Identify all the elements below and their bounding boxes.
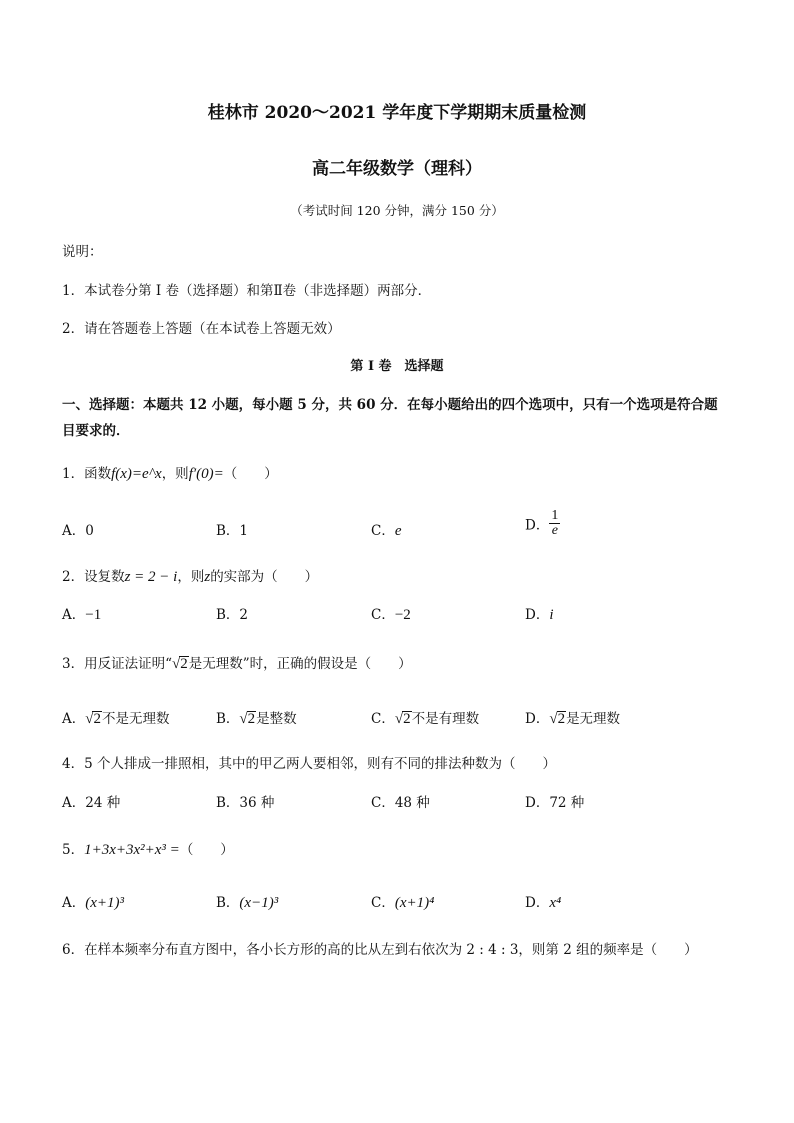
exam-title: 桂林市 2020～2021 学年度下学期期末质量检测 bbox=[207, 103, 587, 123]
question-6-stem: 6．在样本频率分布直方图中，各小长方形的高的比从左到右依次为 2 : 4 : 3，则第 2 组的频率是（ ） bbox=[62, 942, 698, 958]
q1-option-c: C．e bbox=[371, 523, 402, 539]
q2-option-c: C．−2 bbox=[371, 607, 411, 623]
q1-mid: ，则 bbox=[161, 466, 189, 482]
sqrt-symbol: √ bbox=[172, 656, 181, 672]
q3-option-c: C．√2不是有理数 bbox=[371, 711, 480, 727]
q5-option-b: B．(x−1)³ bbox=[216, 895, 279, 911]
q5-math: 1+3x+3x²+x³ = bbox=[84, 842, 180, 858]
part-one-intro-cont: 目要求的． bbox=[62, 423, 130, 439]
q4-option-d: D．72 种 bbox=[525, 795, 585, 811]
q5-option-d: D．x⁴ bbox=[525, 895, 562, 911]
instruction-item: 1．本试卷分第 I 卷（选择题）和第Ⅱ卷（非选择题）两部分． bbox=[62, 283, 432, 299]
q1-option-a: A．0 bbox=[62, 523, 94, 539]
q1-option-d: D． $\frac{1}{e}$ bbox=[525, 508, 559, 538]
q4-option-c: C．48 种 bbox=[371, 795, 430, 811]
q1-option-c-math: e bbox=[394, 523, 402, 539]
q2-option-a: A．−1 bbox=[62, 607, 102, 623]
question-3-stem: 3．用反证法证明“√2是无理数”时，正确的假设是（ ） bbox=[62, 656, 412, 672]
instructions-heading: 说明： bbox=[62, 244, 103, 260]
q1-math2: f′(0)= bbox=[188, 466, 224, 482]
question-1-stem bbox=[62, 462, 278, 483]
question-5-stem: 5．1+3x+3x²+x³ =（ ） bbox=[62, 842, 234, 858]
q4-option-a: A．24 种 bbox=[62, 795, 121, 811]
q1-option-b: B．1 bbox=[216, 523, 249, 539]
q2-math: z = 2 − i bbox=[124, 569, 178, 585]
question-2-stem: 2．设复数z = 2 − i，则z的实部为（ ） bbox=[62, 569, 319, 585]
q3-option-b: B．√2是整数 bbox=[216, 711, 297, 727]
exam-subtitle: 高二年级数学（理科） bbox=[312, 159, 482, 179]
part-one-intro: 一、选择题：本题共 12 小题，每小题 5 分，共 60 分．在每小题给出的四个选项中，只有一个选项是符合题 bbox=[62, 397, 718, 413]
q4-option-b: B．36 种 bbox=[216, 795, 275, 811]
section-title: 第 I 卷 选择题 bbox=[350, 359, 444, 374]
q3-option-a: A．√2不是无理数 bbox=[62, 711, 170, 727]
q2-option-b: B．2 bbox=[216, 607, 249, 623]
q1-math: f(x)=e^x bbox=[111, 466, 162, 482]
q5-option-c: C．(x+1)⁴ bbox=[371, 895, 435, 911]
q2-math2: z bbox=[204, 569, 211, 585]
instruction-item: 2．请在答题卷上答题（在本试卷上答题无效） bbox=[62, 321, 341, 337]
q2-option-d: D．i bbox=[525, 607, 554, 623]
q1-option-d-fraction: $\frac{1}{e}$ bbox=[551, 508, 559, 538]
exam-time-note: （考试时间 120 分钟，满分 150 分） bbox=[290, 203, 504, 218]
q1-suffix: （ ） bbox=[223, 466, 278, 482]
question-4-stem: 4．5 个人排成一排照相，其中的甲乙两人要相邻，则有不同的排法种数为（ ） bbox=[62, 756, 556, 772]
q1-prefix: 1．函数 bbox=[62, 466, 112, 482]
q3-sqrt-radicand: 2 bbox=[180, 656, 188, 672]
q3-option-d: D．√2是无理数 bbox=[525, 711, 621, 727]
q5-option-a: A．(x+1)³ bbox=[62, 895, 125, 911]
